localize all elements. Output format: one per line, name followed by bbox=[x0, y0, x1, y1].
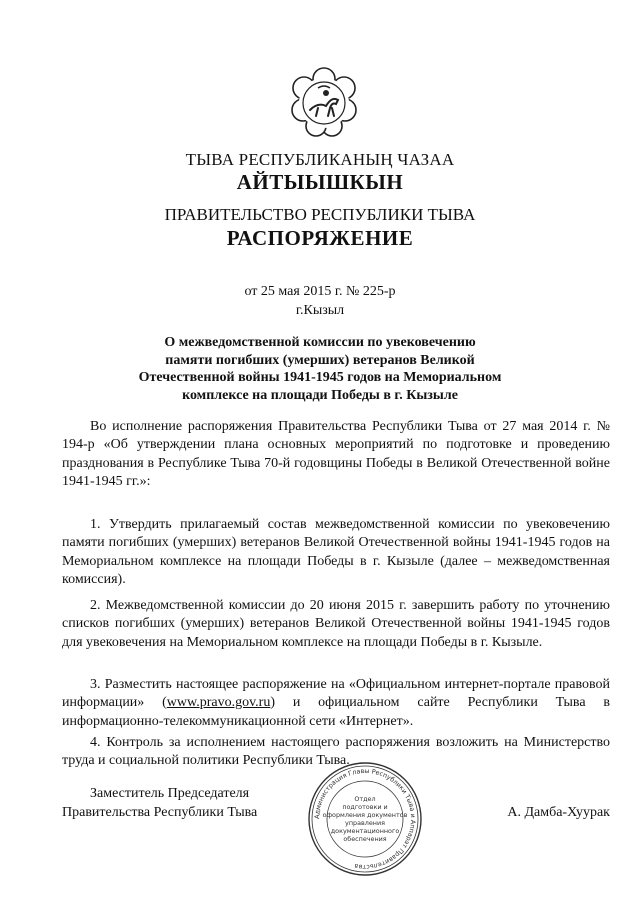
document-city: г.Кызыл bbox=[295, 303, 345, 318]
document-title bbox=[0, 334, 640, 404]
title-line: О межведомственной комиссии по увековечению bbox=[164, 335, 476, 350]
item-3-text-pre: 3. Разместить настоящее распоряжение на «Официальном интернет-портале правовой информации» ( bbox=[62, 677, 610, 711]
header-doc-type: РАСПОРЯЖЕНИЕ bbox=[226, 226, 414, 250]
item-3-paragraph bbox=[62, 676, 610, 731]
header-doc-type-tyvan: АЙТЫЫШКЫН bbox=[236, 170, 404, 194]
stamp-center-line: оформления документов bbox=[322, 811, 408, 819]
coat-of-arms-emblem bbox=[288, 66, 360, 138]
signatory-position-line2: Правительства Республики Тыва bbox=[62, 804, 258, 820]
title-line: Отечественной войны 1941-1945 годов на Мемориальном bbox=[138, 370, 502, 385]
stamp-ring-text: Администрация Главы Республики Тыва и Аппарат Правительства bbox=[312, 766, 418, 872]
document-date-number: от 25 мая 2015 г. № 225-р bbox=[244, 284, 396, 299]
stamp-center-line: обеспечения bbox=[343, 835, 387, 843]
signatory-position bbox=[62, 785, 257, 822]
title-line: памяти погибших (умерших) ветеранов Великой bbox=[165, 352, 475, 368]
item-4-paragraph: 4. Контроль за исполнением настоящего распоряжения возложить на Министерство труда и социальной политики Республики Тыва. bbox=[62, 735, 610, 769]
pravo-gov-link[interactable]: www.pravo.gov.ru bbox=[166, 695, 271, 711]
header-republic-name-tyvan: ТЫВА РЕСПУБЛИКАНЫҢ ЧАЗАА bbox=[185, 150, 455, 169]
stamp-center-line: управления bbox=[345, 819, 385, 827]
stamp-center-line: подготовки и bbox=[342, 803, 388, 811]
signatory-position-line1: Заместитель Председателя bbox=[90, 786, 250, 801]
title-line: комплексе на площади Победы в г. Кызыле bbox=[182, 387, 458, 403]
header-government-name: ПРАВИТЕЛЬСТВО РЕСПУБЛИКИ ТЫВА bbox=[164, 205, 476, 224]
item-3-text-post: ) и официальном сайте Республики Тыва в информационно-телекоммуникационной сети «Интернет». bbox=[62, 695, 610, 729]
item-1-paragraph: 1. Утвердить прилагаемый состав межведомственной комиссии по увековечению памяти погибших (умерших) ветеранов Великой Отечественной войны 1941-1945 годов на Мемориальном комплексе на площади Победы в г. Кызыле (далее – межведомственная комиссия). bbox=[62, 517, 610, 587]
stamp-center-line: документационного bbox=[330, 827, 400, 835]
official-stamp bbox=[287, 760, 443, 878]
intro-paragraph: Во исполнение распоряжения Правительства Республики Тыва от 27 мая 2014 г. № 194-р «Об утверждении плана основных мероприятий по подготовке и проведению празднования в Республике Тыва 70-й годовщины Победы в Великой Отечественной войне 1941-1945 гг.»: bbox=[62, 419, 610, 489]
item-2-paragraph: 2. Межведомственной комиссии до 20 июня 2015 г. завершить работу по уточнению списков погибших (умерших) ветеранов Великой Отечественной войны 1941-1945 годов для увековечения на Мемориальном комплексе на площади Победы в г. Кызыле. bbox=[62, 598, 610, 650]
stamp-center-line: Отдел bbox=[354, 795, 376, 803]
signatory-name: А. Дамба-Хуурак bbox=[507, 805, 610, 820]
